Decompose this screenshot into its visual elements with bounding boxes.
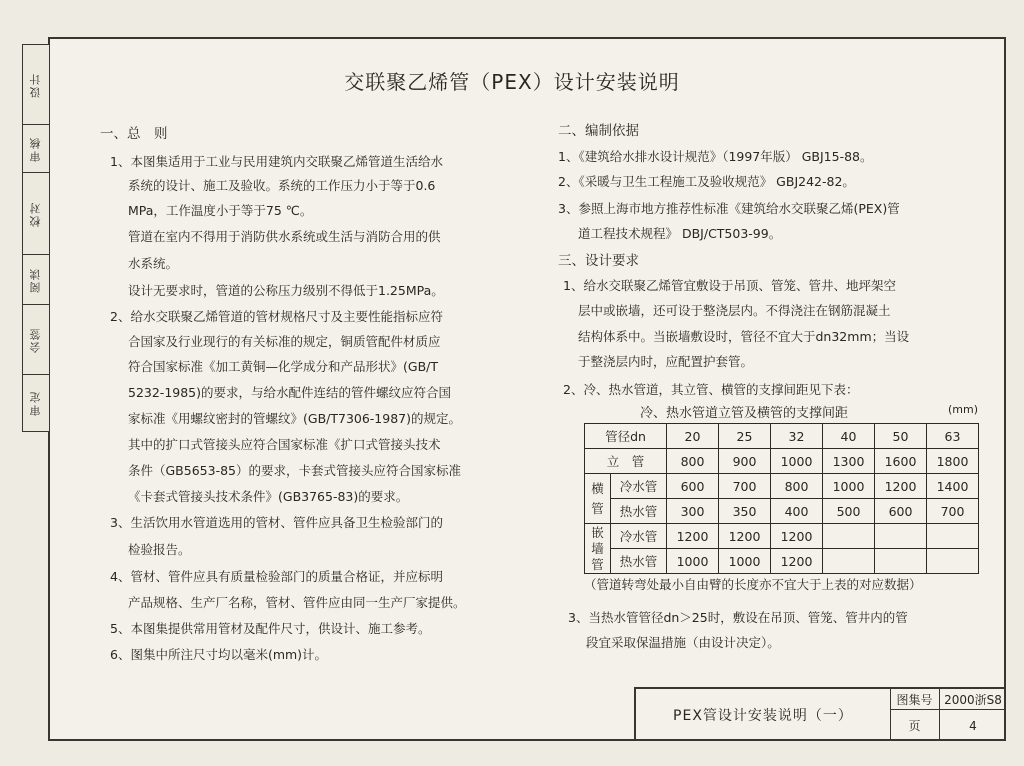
text-line: 1、本图集适用于工业与民用建筑内交联聚乙烯管道生活给水 [110, 154, 443, 169]
embedded-hot-cell: 1000 [667, 549, 719, 574]
section-heading: 一、总 则 [100, 126, 168, 142]
embedded-cold-cell [875, 524, 927, 549]
atlas-number: 2000浙S8 [940, 689, 1006, 710]
horizontal-cold-cell: 800 [771, 474, 823, 499]
title-block [634, 687, 1006, 741]
text-line: 4、管材、管件应具有质量检验部门的质量合格证，并应标明 [110, 569, 443, 584]
header-diameter-label: 管径dn [585, 424, 667, 449]
hot-water-label: 热水管 [611, 549, 667, 574]
text-line: 其中的扩口式管接头应符合国家标准《扩口式管接头技术 [128, 437, 441, 452]
text-line: 1、给水交联聚乙烯管宜敷设于吊顶、管笼、管井、地坪架空 [563, 278, 896, 293]
support-spacing-table [584, 423, 979, 574]
embedded-hot-cell: 1200 [771, 549, 823, 574]
section-heading: 三、设计要求 [558, 253, 639, 269]
table-row [585, 449, 979, 474]
table-title: 冷、热水管道立管及横管的支撑间距 [640, 406, 849, 421]
horizontal-cold-cell: 600 [667, 474, 719, 499]
cold-water-label: 冷水管 [611, 474, 667, 499]
embedded-hot-cell [875, 549, 927, 574]
table-unit: (mm) [948, 403, 979, 416]
diameter-cell: 32 [771, 424, 823, 449]
text-line: 3、当热水管管径dn＞25时，敷设在吊顶、管笼、管井内的管 [568, 610, 908, 625]
embedded-cold-cell: 1200 [667, 524, 719, 549]
sign-cell-design: 设计 [23, 45, 49, 125]
embedded-hot-cell [927, 549, 979, 574]
text-line: 水系统。 [128, 256, 179, 271]
text-line: MPa，工作温度小于等于75 ℃。 [128, 203, 313, 218]
text-line: 1、《建筑给水排水设计规范》（1997年版） GBJ15-88。 [558, 149, 873, 164]
table-row [585, 524, 979, 549]
sign-cell-read: 阅读 [23, 255, 49, 305]
text-line: 段宜采取保温措施（由设计决定）。 [586, 635, 780, 650]
text-line: 6、图集中所注尺寸均以毫米(mm)计。 [110, 647, 328, 662]
horizontal-hot-cell: 700 [927, 499, 979, 524]
text-line: 产品规格、生产厂名称，管材、管件应由同一生产厂家提供。 [128, 595, 466, 610]
signature-strip [22, 44, 49, 432]
table-row [585, 549, 979, 574]
text-line: 系统的设计、施工及验收。系统的工作压力小于等于0.6 [128, 178, 436, 193]
text-line: 道工程技术规程》 DBJ/CT503-99。 [578, 226, 782, 241]
horizontal-cold-cell: 1000 [823, 474, 875, 499]
horizontal-hot-cell: 350 [719, 499, 771, 524]
text-line: 《卡套式管接头技术条件》(GB3765-83)的要求。 [128, 489, 409, 504]
embedded-cold-cell [927, 524, 979, 549]
riser-label: 立 管 [585, 449, 667, 474]
text-line: 家标准《用螺纹密封的管螺纹》(GB/T7306-1987)的规定。 [128, 411, 461, 426]
text-line: 2、冷、热水管道，其立管、横管的支撑间距见下表： [563, 382, 859, 397]
drawing-name: PEX管设计安装说明（一） [636, 689, 891, 741]
text-line: 2、给水交联聚乙烯管道的管材规格尺寸及主要性能指标应符 [110, 309, 443, 324]
text-line: 符合国家标准《加工黄铜—化学成分和产品形状》(GB/T [128, 359, 438, 374]
text-line: 3、参照上海市地方推荐性标准《建筑给水交联聚乙烯(PEX)管 [558, 201, 900, 216]
text-line: 管道在室内不得用于消防供水系统或生活与消防合用的供 [128, 229, 441, 244]
diameter-cell: 50 [875, 424, 927, 449]
diameter-cell: 25 [719, 424, 771, 449]
horizontal-hot-cell: 600 [875, 499, 927, 524]
table-row [585, 474, 979, 499]
text-line: 于整浇层内时，应配置护套管。 [578, 354, 754, 369]
table-note: （管道转弯处最小自由臂的长度亦不宜大于上表的对应数据） [584, 577, 922, 592]
embedded-cold-cell: 1200 [771, 524, 823, 549]
riser-cell: 800 [667, 449, 719, 474]
horizontal-label: 横管 [585, 474, 611, 524]
page-title: 交联聚乙烯管（PEX）设计安装说明 [344, 70, 680, 94]
section-heading: 二、编制依据 [558, 123, 639, 139]
text-line: 5、本图集提供常用管材及配件尺寸，供设计、施工参考。 [110, 621, 431, 636]
riser-cell: 900 [719, 449, 771, 474]
table-row [585, 499, 979, 524]
text-line: 5232-1985)的要求，与给水配件连结的管件螺纹应符合国 [128, 385, 452, 400]
sign-cell-countersign: 会签 [23, 305, 49, 375]
horizontal-cold-cell: 700 [719, 474, 771, 499]
riser-cell: 1300 [823, 449, 875, 474]
text-line: 条件（GB5653-85）的要求，卡套式管接头应符合国家标准 [128, 463, 461, 478]
text-line: 3、生活饮用水管道选用的管材、管件应具备卫生检验部门的 [110, 515, 443, 530]
page-number: 4 [969, 718, 977, 733]
embedded-hot-cell: 1000 [719, 549, 771, 574]
hot-water-label: 热水管 [611, 499, 667, 524]
text-line: 检验报告。 [128, 542, 191, 557]
text-line: 合国家及行业现行的有关标准的规定，铜质管配件材质应 [128, 334, 441, 349]
diameter-cell: 63 [927, 424, 979, 449]
sign-cell-review: 审核 [23, 125, 49, 173]
page-label: 页 [890, 710, 940, 741]
atlas-label: 图集号 [890, 689, 940, 710]
riser-cell: 1000 [771, 449, 823, 474]
horizontal-cold-cell: 1200 [875, 474, 927, 499]
diameter-cell: 20 [667, 424, 719, 449]
sign-cell-proofread: 校对 [23, 173, 49, 255]
horizontal-hot-cell: 400 [771, 499, 823, 524]
sign-cell-approve: 审定 [29, 390, 42, 416]
text-line: 2、《采暖与卫生工程施工及验收规范》 GBJ242-82。 [558, 174, 855, 189]
horizontal-cold-cell: 1400 [927, 474, 979, 499]
text-line: 设计无要求时，管道的公称压力级别不得低于1.25MPa。 [128, 283, 444, 298]
embedded-cold-cell: 1200 [719, 524, 771, 549]
horizontal-hot-cell: 300 [667, 499, 719, 524]
riser-cell: 1800 [927, 449, 979, 474]
horizontal-hot-cell: 500 [823, 499, 875, 524]
diameter-cell: 40 [823, 424, 875, 449]
text-line: 结构体系中。当嵌墙敷设时，管径不宜大于dn32mm；当设 [578, 329, 910, 344]
embedded-label: 嵌墙管 [585, 524, 611, 574]
text-line: 层中或嵌墙，还可设于整浇层内。不得浇注在钢筋混凝土 [578, 303, 891, 318]
embedded-cold-cell [823, 524, 875, 549]
table-row [585, 424, 979, 449]
cold-water-label: 冷水管 [611, 524, 667, 549]
riser-cell: 1600 [875, 449, 927, 474]
embedded-hot-cell [823, 549, 875, 574]
